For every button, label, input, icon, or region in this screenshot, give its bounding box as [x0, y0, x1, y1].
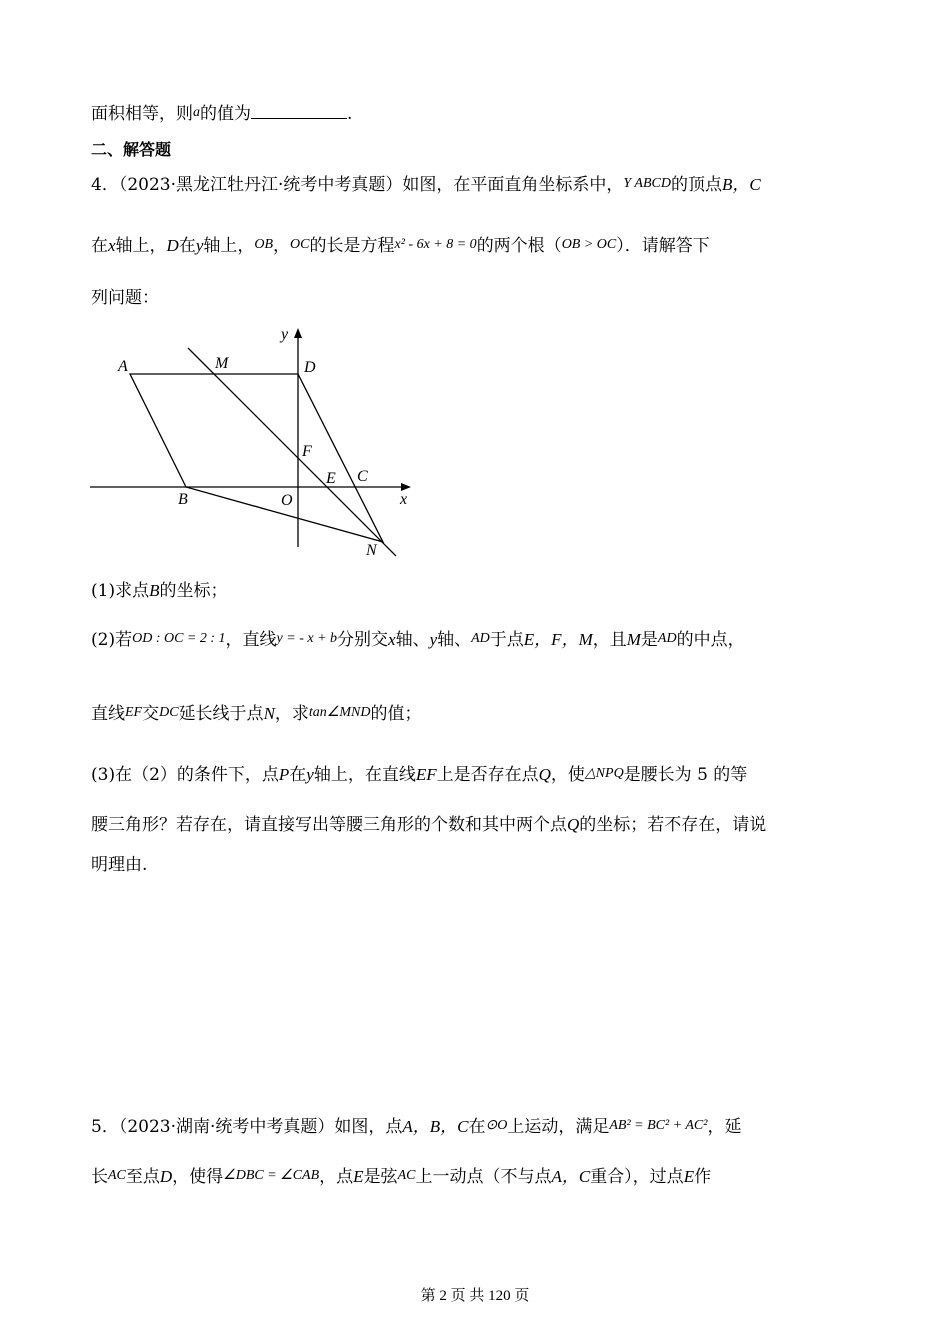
label-M: M: [215, 355, 229, 372]
text: 轴、: [395, 630, 430, 650]
math-angle-eq: ∠DBC = ∠CAB: [223, 1168, 320, 1183]
math-Q: Q: [567, 815, 580, 834]
text: 上是否存在点: [436, 765, 539, 785]
section-heading: 二、解答题: [91, 140, 172, 159]
text: 4．（2023·黑龙江牡丹江·统考中考真题）如图，在平面直角坐标系中，: [91, 175, 624, 195]
q5-line1: [91, 1114, 860, 1142]
math-triangle: △NPQ: [584, 766, 624, 781]
math-OC: OC: [290, 237, 310, 252]
text: 上运动，满足: [507, 1117, 610, 1137]
q4-line1: [91, 172, 860, 200]
q4-line2: [91, 233, 860, 261]
text: 于点: [489, 630, 524, 650]
math-AD: AD: [471, 631, 490, 646]
text: 在: [178, 236, 196, 256]
math-y: y: [195, 236, 204, 255]
math-y: y: [429, 630, 438, 649]
q4-part3-line1: [91, 762, 860, 790]
text: 的坐标；: [159, 581, 228, 601]
math-AD: AD: [657, 631, 677, 646]
math-D: D: [166, 236, 179, 255]
label-E: E: [326, 470, 336, 487]
text: ，求: [274, 704, 309, 724]
text: ，使: [550, 765, 585, 785]
label-A: A: [118, 358, 128, 375]
math-x: x: [108, 236, 116, 255]
text: 在: [91, 236, 108, 256]
math-a: a: [193, 105, 200, 120]
text: 上一动点（不与点: [415, 1167, 552, 1187]
q3-tail: [91, 100, 860, 129]
math-equation: AB² = BC² + AC²: [609, 1118, 708, 1133]
page-footer: 第 2 页 共 120 页: [420, 1288, 530, 1304]
math-circle: ⊙O: [485, 1118, 508, 1133]
text: ）．请解答下: [616, 236, 710, 256]
text: 的两个根（: [476, 236, 562, 256]
math-condition: OB > OC: [561, 237, 617, 252]
math-equation: x² - 6x + 8 = 0: [394, 237, 477, 252]
math-B: B: [149, 581, 160, 600]
math-M: M: [626, 630, 641, 649]
text: .: [347, 104, 353, 124]
math-AC: AC: [397, 1168, 416, 1183]
text: (1)求点: [91, 581, 150, 601]
text: 至点: [125, 1167, 160, 1187]
text: 是弦: [363, 1167, 398, 1187]
text: 是: [640, 630, 658, 650]
math-points: A，B，C: [402, 1117, 469, 1136]
text: 重合），过点: [590, 1167, 684, 1187]
math-AC: AC: [108, 1168, 126, 1183]
label-C: C: [357, 468, 368, 485]
text: 作: [694, 1167, 712, 1187]
text: (3)在（2）的条件下，点: [91, 765, 279, 785]
math-D: D: [159, 1167, 173, 1186]
math-tan: tan∠MND: [308, 705, 371, 720]
math-points: B，C: [721, 175, 761, 194]
text: 面积相等，则: [91, 104, 193, 124]
text: ，且: [592, 630, 627, 650]
math-points: A，C: [551, 1167, 591, 1186]
label-F: F: [302, 443, 312, 460]
text: ，延: [707, 1117, 742, 1137]
text: 的值为: [200, 104, 251, 124]
text: 轴上，在直线: [313, 765, 416, 785]
q4-part2-line2: [91, 701, 860, 729]
text: 腰三角形？若存在，请直接写出等腰三角形的个数和其中两个点: [91, 815, 567, 835]
label-O: O: [281, 492, 293, 509]
label-y: y: [281, 326, 289, 343]
q4-part1: [91, 578, 860, 604]
text: 在: [468, 1117, 486, 1137]
q4-part3-line3: 明理由.: [91, 855, 148, 875]
text: 轴、: [437, 630, 472, 650]
math-EF: EF: [125, 705, 143, 720]
text: 5．（2023·湖南·统考中考真题）如图，点: [91, 1117, 403, 1137]
answer-blank: [251, 100, 347, 119]
text: 在: [289, 765, 307, 785]
math-x: x: [388, 630, 396, 649]
q4-part3-line2: [91, 812, 860, 838]
text: 是腰长为 5 的等: [623, 765, 748, 785]
text: 轴上，: [115, 236, 167, 256]
x-arrow-icon: [401, 483, 411, 491]
text: ，直线: [225, 630, 277, 650]
text: 交: [142, 704, 160, 724]
math-parallelogram: Y ABCD: [623, 176, 671, 191]
y-arrow-icon: [294, 328, 302, 338]
parallelogram-abcd: [130, 374, 383, 542]
line-ef: [188, 348, 396, 556]
label-B: B: [178, 491, 188, 508]
text: 的值；: [370, 704, 422, 724]
math-E: E: [353, 1167, 364, 1186]
label-x: x: [400, 491, 408, 508]
math-N: N: [263, 704, 275, 723]
label-N: N: [366, 542, 377, 559]
math-E: E: [683, 1167, 695, 1186]
q4-part2-line1: [91, 627, 860, 655]
text: ，: [273, 236, 291, 256]
math-points: E，F，M: [523, 630, 593, 649]
q5-line2: [91, 1164, 860, 1192]
text: 的顶点: [670, 175, 722, 195]
text: 的坐标；若不存在，请说: [579, 815, 767, 835]
text: 的中点，: [676, 630, 745, 650]
text: ，点: [319, 1167, 354, 1187]
text: 延长线于点: [178, 704, 264, 724]
math-line-eq: y = - x + b: [276, 631, 338, 646]
math-P: P: [278, 765, 290, 784]
q4-line3: 列问题：: [91, 288, 159, 308]
text: 直线: [91, 704, 125, 724]
label-D: D: [304, 359, 316, 376]
text: (2)若: [91, 630, 133, 650]
text: 的长是方程: [309, 236, 395, 256]
text: ，使得: [172, 1167, 224, 1187]
math-y: y: [306, 765, 314, 784]
text: 长: [91, 1167, 108, 1187]
math-DC: DC: [159, 705, 179, 720]
text: 轴上，: [203, 236, 255, 256]
coordinate-figure: [88, 322, 428, 562]
math-EF: EF: [415, 765, 437, 784]
math-ratio: OD : OC = 2 : 1: [132, 631, 226, 646]
math-Q: Q: [538, 765, 551, 784]
math-OB: OB: [254, 237, 274, 252]
text: 分别交: [337, 630, 389, 650]
